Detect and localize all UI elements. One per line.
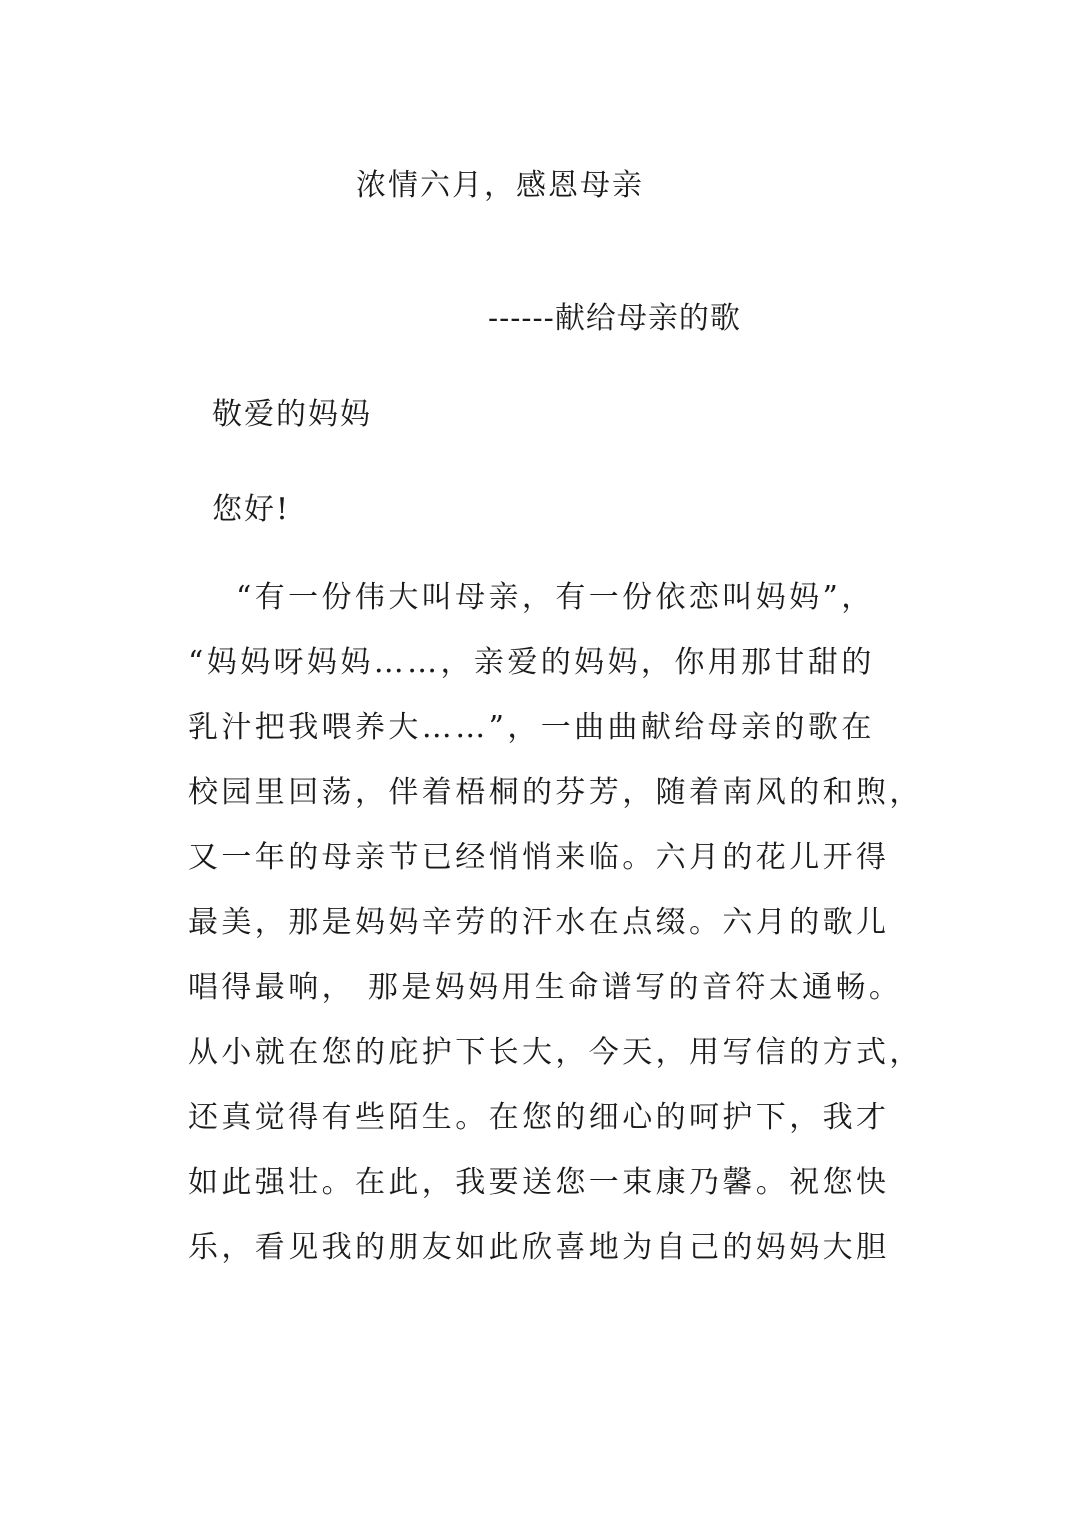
body-line: 唱得最响， 那是妈妈用生命谱写的音符太通畅。 bbox=[188, 970, 903, 1005]
greeting: 您好! bbox=[212, 492, 291, 527]
body-line: “有一份伟大叫母亲，有一份依恋叫妈妈”， bbox=[236, 580, 875, 615]
body-paragraph bbox=[188, 580, 923, 1295]
body-line: 又一年的母亲节已经悄悄来临。六月的花儿开得 bbox=[188, 840, 890, 875]
body-line: 校园里回荡，伴着梧桐的芬芳，随着南风的和煦， bbox=[188, 775, 923, 810]
salutation: 敬爱的妈妈 bbox=[212, 397, 372, 432]
body-line: 最美，那是妈妈辛劳的汗水在点缀。六月的歌儿 bbox=[188, 905, 890, 940]
document-title: 浓情六月，感恩母亲 bbox=[356, 168, 644, 203]
body-line: 乐，看见我的朋友如此欣喜地为自己的妈妈大胆 bbox=[188, 1230, 890, 1265]
document-subtitle: ------献给母亲的歌 bbox=[488, 301, 741, 336]
body-line: 如此强壮。在此，我要送您一束康乃馨。祝您快 bbox=[188, 1165, 890, 1200]
body-line: “妈妈呀妈妈……，亲爱的妈妈，你用那甘甜的 bbox=[188, 645, 875, 680]
body-line: 还真觉得有些陌生。在您的细心的呵护下，我才 bbox=[188, 1100, 890, 1135]
body-line: 乳汁把我喂养大……”，一曲曲献给母亲的歌在 bbox=[188, 710, 875, 745]
body-line: 从小就在您的庇护下长大，今天，用写信的方式， bbox=[188, 1035, 923, 1070]
